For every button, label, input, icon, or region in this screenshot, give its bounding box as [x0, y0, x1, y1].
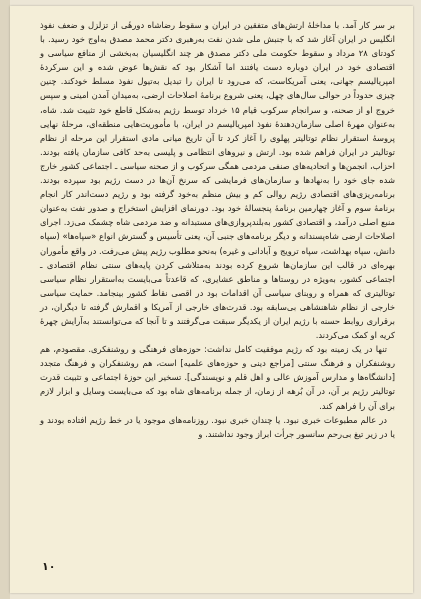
- page-number: ۱۰: [42, 560, 56, 573]
- body-text: [40, 18, 395, 441]
- paragraph-1: بر سر کار آمد. با مداخلهٔ ارتش‌های متفقین در ایران و سقوط رضاشاه دورهٔی از تزلزل و ضعف نفوذ انگلیس در ایران آغاز شد که با جنبش ملی شدن نفت به‌رهبری دکتر محمد مصدق به‌اوج خود رسید. با کودتای ۲۸ مرداد و سقوط حکومت ملی دکتر مصدق هر چند انگلیسیان به‌بخشی از منافع سیاسی و اقتصادی خود در ایران دوباره دست یافتند اما آشکار بود که نقش‌ها عوض شده و این سرکردهٔ امپریالیسم جهانی، یعنی آمریکاست، که می‌رود تا ایران را تبدیل به‌تیول نفوذ مسلط خودکند. چنین چیزی حدوداً در حوالی سال‌های چهل، یعنی شروع برنامهٔ اصلاحات ارضی، به‌میدان آمدن امینی و سپس خروج او از صحنه، و سرانجام سرکوب قیام ۱۵ خرداد توسط رژیم به‌شکل قاطع خود تثبیت شد. شاه، به‌عنوان مهرهٔ اصلی سازمان‌دهندهٔ نفوذ امپریالیسم در ایران، با مأموریت‌هایی منطقه‌ای، مرحلهٔ نهایی پروسهٔ استقرار نظام توتالیتر پهلوی را آغاز کرد تا آن تاریخ میانی مادی استقرار این مرحله از نظام توتالیتر در ایران فراهم شده بود. ارتش و نیروهای انتظامی و پلیسی به‌حد کافی سازمان یافته بودند. احزاب، انجمن‌ها و اتحادیه‌های صنفی مردمی همگی سرکوب و از صحنه سیاسی ـ اجتماعی کشور خارج شده جای خود را به‌نهادها و سازمان‌های فرمایشی که سرنخ آن‌ها در دست رژیم بود سپرده بودند. برنامه‌ریزی‌های اقتصادی رژیم روالی کم و بیش منظم به‌خود گرفته بود و رژیم دست‌اندر کار انجام برنامهٔ سوم و آغاز چهارمین برنامهٔ پنجسالهٔ خود بود. دورنمای افزایش استخراج و صدور نفت به‌عنوان منبع اصلی درآمد، و اقتصادی کشور به‌بلندپروازی‌های مستبدانه و ضد مردمی شاه چشمک می‌زد. اجرای اصلاحات ارضی شاه‌پسندانه و دیگر برنامه‌های جنبی آن، یعنی تأسیس و گسترش انواع «سپاه‌ها» (سپاه دانش، سپاه بهداشت، سپاه ترویج و آبادانی و غیره) به‌نحو مطلوب رژیم پیش می‌رفت. در واقع مأموران بهره‌ای در قالب این سازمان‌ها شروع کرده بودند به‌متلاشی کردن پایه‌های سنتی نظام اقتصادی ـ اجتماعی کشور، به‌ویژه در روستاها و مناطق عشایری، که قاعدتاً می‌بایست به‌استقرار نظام سیاسی توتالیتری که همراه و روبنای سیاسی آن اقدامات بود در اقصی نقاط کشور بینجامد. حمایت سیاسی خارجی از نظام شاهنشاهی بی‌سابقه بود. قدرت‌های خارجی از آمریکا و اقمارش گرفته تا دیگران، در برقراری روابط حسنه با رژیم ایران از یکدیگر سبقت می‌گرفتند و تا آنجا که می‌توانستند به‌آرایش چهرهٔ کریه او کمک می‌کردند.: [40, 20, 395, 341]
- scan-gutter-shade: [0, 0, 10, 599]
- paragraph-2: تنها در یک زمینه بود که رژیم موفقیت کامل نداشت: حوزه‌های فرهنگی و روشنفکری. مقصودم، هم روشنفکران و فرهنگ سنتی [مراجع دینی و حوزه‌های علمیه] است، هم روشنفکران و فرهنگ متجدد [دانشگاه‌ها و مدارس آموزش عالی و اهل قلم و نویسندگی]. تسخیر این حوزهٔ اجتماعی و تثبیت قدرت توتالیتر رژیم بر آن، در آن بُرهه از زمان، از جمله برنامه‌های شاه بود که می‌بایست وسایل و ابزار لازم برای آن را فراهم کند.: [40, 344, 395, 411]
- book-page: [10, 6, 413, 593]
- paragraph-3: در عالم مطبوعات خبری نبود. یا چندان خبری نبود. روزنامه‌های موجود یا در خط رژیم افتاده بودند و یا در زیر تیغ بی‌رحم سانسور جرأت ابراز وجود نداشتند. و: [40, 414, 395, 439]
